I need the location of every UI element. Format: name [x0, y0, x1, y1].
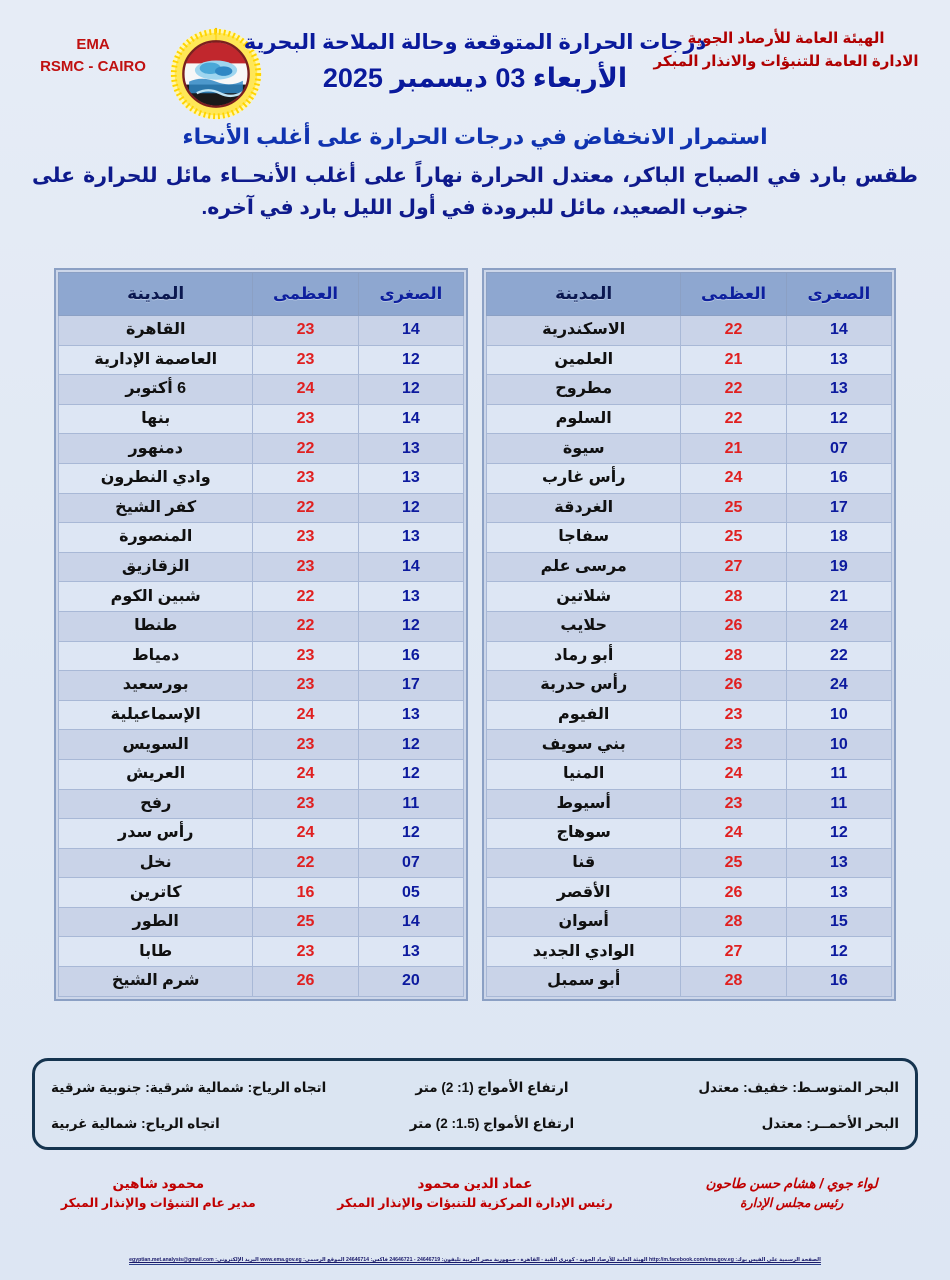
ema-abbreviation: EMA [76, 36, 110, 53]
cell-max-temp: 22 [253, 493, 358, 523]
title-subject: درجات الحرارة المتوقعة وحالة الملاحة البحرية [243, 31, 707, 54]
signature-name: لواء جوي / هشام حسن طاحون [705, 1176, 878, 1191]
cell-city-name: المنيا [487, 759, 681, 789]
wind-direction-cell [51, 1115, 348, 1133]
cell-city-name: سفاجا [487, 523, 681, 553]
table-row [487, 552, 892, 582]
cell-max-temp: 28 [681, 967, 786, 997]
table-row [59, 582, 464, 612]
cell-city-name: نخل [59, 848, 253, 878]
cell-city-name: كفر الشيخ [59, 493, 253, 523]
sea-name-label: البحر الأحمــر: معتدل [761, 1116, 899, 1131]
column-header-min: الصغرى [358, 273, 463, 316]
table-row [487, 937, 892, 967]
cell-max-temp: 28 [681, 907, 786, 937]
sea-row-redsea [51, 1106, 899, 1142]
cell-city-name: طابا [59, 937, 253, 967]
cell-city-name: كاترين [59, 878, 253, 908]
table-row [59, 552, 464, 582]
cell-max-temp: 23 [253, 671, 358, 701]
cell-max-temp: 23 [253, 789, 358, 819]
cell-max-temp: 26 [681, 611, 786, 641]
cell-max-temp: 22 [681, 404, 786, 434]
cell-city-name: مطروح [487, 375, 681, 405]
cell-max-temp: 23 [253, 730, 358, 760]
table-row [487, 493, 892, 523]
cell-min-temp: 13 [786, 848, 891, 878]
cell-min-temp: 12 [358, 611, 463, 641]
cell-city-name: دمياط [59, 641, 253, 671]
table-row [59, 671, 464, 701]
cell-min-temp: 10 [786, 730, 891, 760]
cell-min-temp: 12 [786, 937, 891, 967]
table-row [59, 878, 464, 908]
cell-min-temp: 12 [786, 404, 891, 434]
cell-min-temp: 21 [786, 582, 891, 612]
cell-min-temp: 11 [358, 789, 463, 819]
wave-height-label: ارتفاع الأمواج (1.5: 2) متر [409, 1116, 575, 1131]
cell-city-name: وادي النطرون [59, 463, 253, 493]
cell-city-name: شلاتين [487, 582, 681, 612]
cell-city-name: الغردقة [487, 493, 681, 523]
table-row [487, 611, 892, 641]
cell-city-name: الإسماعيلية [59, 700, 253, 730]
title-date: الأربعاء 03 ديسمبر 2025 [322, 63, 628, 93]
cell-min-temp: 13 [358, 463, 463, 493]
cell-min-temp: 14 [786, 316, 891, 346]
cell-min-temp: 11 [786, 759, 891, 789]
cell-max-temp: 21 [681, 345, 786, 375]
cell-max-temp: 24 [253, 759, 358, 789]
column-header-min: الصغرى [786, 273, 891, 316]
cell-max-temp: 25 [681, 493, 786, 523]
table-row [59, 759, 464, 789]
table-row [487, 967, 892, 997]
sea-row-mediterranean [51, 1070, 899, 1106]
cell-city-name: الوادي الجديد [487, 937, 681, 967]
forecast-summary [26, 124, 924, 224]
table-row [59, 700, 464, 730]
cell-city-name: قنا [487, 848, 681, 878]
wave-height-cell [348, 1115, 636, 1133]
column-header-max: العظمى [681, 273, 786, 316]
cell-city-name: السويس [59, 730, 253, 760]
cell-max-temp: 26 [253, 967, 358, 997]
cell-max-temp: 24 [681, 463, 786, 493]
cell-max-temp: 23 [253, 345, 358, 375]
cell-min-temp: 07 [786, 434, 891, 464]
footer-contact-strip [40, 1248, 910, 1266]
sea-name-label: البحر المتوسـط: خفيف: معتدل [698, 1080, 899, 1095]
wave-height-cell [348, 1079, 636, 1097]
table-row [487, 789, 892, 819]
signature-role: رئيس الإدارة المركزية للتنبؤات والإنذار المبكر [337, 1196, 613, 1211]
cell-min-temp: 19 [786, 552, 891, 582]
table-row [59, 523, 464, 553]
cell-city-name: سوهاج [487, 819, 681, 849]
rsmc-cairo-label: RSMC - CAIRO [40, 57, 146, 75]
table-header-row [59, 273, 464, 316]
cell-city-name: القاهرة [59, 316, 253, 346]
table-row [59, 819, 464, 849]
cell-max-temp: 22 [253, 582, 358, 612]
cell-min-temp: 16 [358, 641, 463, 671]
cell-city-name: شرم الشيخ [59, 967, 253, 997]
table-row [59, 345, 464, 375]
table-row [487, 671, 892, 701]
cell-max-temp: 24 [681, 759, 786, 789]
cell-city-name: الطور [59, 907, 253, 937]
table-row [487, 434, 892, 464]
table-row [487, 759, 892, 789]
org-line-2: الادارة العامة للتنبؤات والانذار المبكر [653, 52, 919, 70]
cell-min-temp: 12 [786, 819, 891, 849]
ema-sun-logo-icon [168, 26, 264, 122]
table-row [59, 967, 464, 997]
cell-city-name: المنصورة [59, 523, 253, 553]
cell-city-name: العريش [59, 759, 253, 789]
cell-min-temp: 07 [358, 848, 463, 878]
cell-city-name: أبو سمبل [487, 967, 681, 997]
marine-conditions-box [32, 1058, 918, 1150]
table-row [487, 404, 892, 434]
table-row [487, 463, 892, 493]
cell-max-temp: 23 [253, 404, 358, 434]
cell-max-temp: 25 [681, 523, 786, 553]
cell-max-temp: 23 [681, 730, 786, 760]
ema-rsmc-label [18, 34, 168, 78]
summary-body: طقس بارد في الصباح الباكر، معتدل الحرارة نهاراً على أغلب الأنحــاء مائل للحرارة على جنوب الصعيد، مائل للبرودة في أول الليل بارد في آخره. [32, 164, 918, 219]
cell-min-temp: 12 [358, 819, 463, 849]
cell-min-temp: 11 [786, 789, 891, 819]
signature-name: محمود شاهين [112, 1176, 205, 1191]
cell-city-name: رفح [59, 789, 253, 819]
table-row [59, 848, 464, 878]
table-row [487, 641, 892, 671]
wave-height-label: ارتفاع الأمواج (1: 2) متر [415, 1080, 569, 1095]
cell-max-temp: 28 [681, 641, 786, 671]
table-row [487, 345, 892, 375]
organization-name [636, 28, 936, 73]
column-header-city: المدينة [59, 273, 253, 316]
cell-min-temp: 17 [358, 671, 463, 701]
cell-min-temp: 13 [358, 700, 463, 730]
table-row [487, 375, 892, 405]
table-row [59, 316, 464, 346]
cell-max-temp: 23 [681, 700, 786, 730]
signature-forecast-director [0, 1174, 317, 1213]
cell-max-temp: 26 [681, 878, 786, 908]
cell-city-name: أسيوط [487, 789, 681, 819]
table-row [59, 375, 464, 405]
cell-city-name: الاسكندرية [487, 316, 681, 346]
cell-min-temp: 16 [786, 967, 891, 997]
cell-max-temp: 23 [253, 552, 358, 582]
cell-min-temp: 13 [358, 434, 463, 464]
table-row [59, 789, 464, 819]
table-row [59, 730, 464, 760]
cell-max-temp: 24 [253, 375, 358, 405]
cell-city-name: العاصمة الإدارية [59, 345, 253, 375]
cell-city-name: مرسى علم [487, 552, 681, 582]
cell-min-temp: 13 [786, 878, 891, 908]
cell-min-temp: 17 [786, 493, 891, 523]
cell-max-temp: 23 [253, 641, 358, 671]
cell-city-name: الفيوم [487, 700, 681, 730]
wind-direction-label: اتجاه الرياح: شمالية شرقية: جنوبية شرقية [51, 1080, 327, 1095]
temperature-tables [0, 268, 950, 1001]
cell-min-temp: 20 [358, 967, 463, 997]
sea-name-cell [636, 1079, 899, 1097]
column-header-max: العظمى [253, 273, 358, 316]
cell-city-name: دمنهور [59, 434, 253, 464]
cell-max-temp: 22 [681, 316, 786, 346]
cell-city-name: 6 أكتوبر [59, 375, 253, 405]
table-row [487, 700, 892, 730]
footer-contact-text[interactable]: الصفحة الرسمية على الفيس بوك: http://m.facebook.com/ema.gov.eg الهيئة العامة للأرصاد الجوية - كوبري القبة - القاهرة - جمهورية مصر العربية تليفون: 24646719 - 24646721 فاكس: 24646714 الموقع الرسمي: www.ema.gov.eg البريد الإلكتروني: egyptian.met.analysis@gmail.com [129, 1257, 821, 1263]
signature-name: عماد الدين محمود [417, 1176, 533, 1191]
cell-city-name: أبو رماد [487, 641, 681, 671]
temperature-table-left [482, 268, 896, 1001]
cell-max-temp: 22 [253, 434, 358, 464]
cell-max-temp: 21 [681, 434, 786, 464]
cell-min-temp: 14 [358, 404, 463, 434]
cell-city-name: رأس سدر [59, 819, 253, 849]
signature-central-head [317, 1174, 634, 1213]
cell-max-temp: 24 [253, 819, 358, 849]
cell-min-temp: 22 [786, 641, 891, 671]
cell-city-name: السلوم [487, 404, 681, 434]
table-row [59, 463, 464, 493]
org-line-1: الهيئة العامة للأرصاد الجوية [687, 30, 885, 47]
cell-max-temp: 22 [681, 375, 786, 405]
cell-min-temp: 18 [786, 523, 891, 553]
table-row [59, 404, 464, 434]
cell-max-temp: 23 [253, 937, 358, 967]
cell-city-name: شبين الكوم [59, 582, 253, 612]
table-row [487, 316, 892, 346]
cell-min-temp: 14 [358, 907, 463, 937]
cell-min-temp: 12 [358, 493, 463, 523]
cell-min-temp: 12 [358, 345, 463, 375]
cell-min-temp: 13 [358, 523, 463, 553]
cell-min-temp: 16 [786, 463, 891, 493]
table-row [487, 582, 892, 612]
cell-min-temp: 14 [358, 552, 463, 582]
table-header-row [487, 273, 892, 316]
column-header-city: المدينة [487, 273, 681, 316]
cell-min-temp: 24 [786, 611, 891, 641]
cell-max-temp: 22 [253, 848, 358, 878]
table-row [487, 523, 892, 553]
signature-block [0, 1174, 950, 1213]
table-row [487, 878, 892, 908]
cell-min-temp: 12 [358, 375, 463, 405]
cell-city-name: بنها [59, 404, 253, 434]
cell-max-temp: 23 [253, 463, 358, 493]
cell-max-temp: 27 [681, 937, 786, 967]
table-row [59, 937, 464, 967]
temperature-table-right [54, 268, 468, 1001]
cell-min-temp: 13 [358, 937, 463, 967]
cell-max-temp: 26 [681, 671, 786, 701]
cell-city-name: رأس غارب [487, 463, 681, 493]
table-row [487, 730, 892, 760]
cell-max-temp: 24 [253, 700, 358, 730]
cell-min-temp: 12 [358, 730, 463, 760]
cell-max-temp: 28 [681, 582, 786, 612]
cell-min-temp: 14 [358, 316, 463, 346]
cell-max-temp: 23 [681, 789, 786, 819]
cell-min-temp: 24 [786, 671, 891, 701]
signature-role: رئيس مجلس الإدارة [740, 1196, 844, 1211]
cell-min-temp: 13 [786, 345, 891, 375]
cell-city-name: بورسعيد [59, 671, 253, 701]
cell-city-name: الأقصر [487, 878, 681, 908]
table-row [59, 907, 464, 937]
table-row [59, 611, 464, 641]
cell-min-temp: 12 [358, 759, 463, 789]
cell-city-name: أسوان [487, 907, 681, 937]
page-header [0, 0, 950, 118]
wind-direction-cell [51, 1079, 348, 1097]
cell-city-name: رأس حدربة [487, 671, 681, 701]
cell-max-temp: 23 [253, 316, 358, 346]
table-row [59, 434, 464, 464]
sea-name-cell [636, 1115, 899, 1133]
cell-min-temp: 13 [358, 582, 463, 612]
table-row [487, 848, 892, 878]
table-row [59, 493, 464, 523]
cell-city-name: العلمين [487, 345, 681, 375]
signature-role: مدير عام التنبؤات والإنذار المبكر [60, 1196, 256, 1211]
table-row [487, 907, 892, 937]
cell-city-name: حلايب [487, 611, 681, 641]
signature-chairman [633, 1174, 950, 1213]
cell-max-temp: 25 [253, 907, 358, 937]
table-row [487, 819, 892, 849]
cell-max-temp: 27 [681, 552, 786, 582]
cell-max-temp: 22 [253, 611, 358, 641]
cell-max-temp: 16 [253, 878, 358, 908]
cell-city-name: الزقازيق [59, 552, 253, 582]
cell-min-temp: 10 [786, 700, 891, 730]
table-row [59, 641, 464, 671]
summary-headline: استمرار الانخفاض في درجات الحرارة على أغلب الأنحاء [182, 124, 768, 149]
cell-min-temp: 15 [786, 907, 891, 937]
cell-max-temp: 25 [681, 848, 786, 878]
cell-max-temp: 23 [253, 523, 358, 553]
cell-min-temp: 13 [786, 375, 891, 405]
cell-city-name: سيوة [487, 434, 681, 464]
cell-city-name: بني سويف [487, 730, 681, 760]
cell-city-name: طنطا [59, 611, 253, 641]
cell-max-temp: 24 [681, 819, 786, 849]
wind-direction-label: اتجاه الرياح: شمالية غربية [51, 1116, 220, 1131]
cell-min-temp: 05 [358, 878, 463, 908]
